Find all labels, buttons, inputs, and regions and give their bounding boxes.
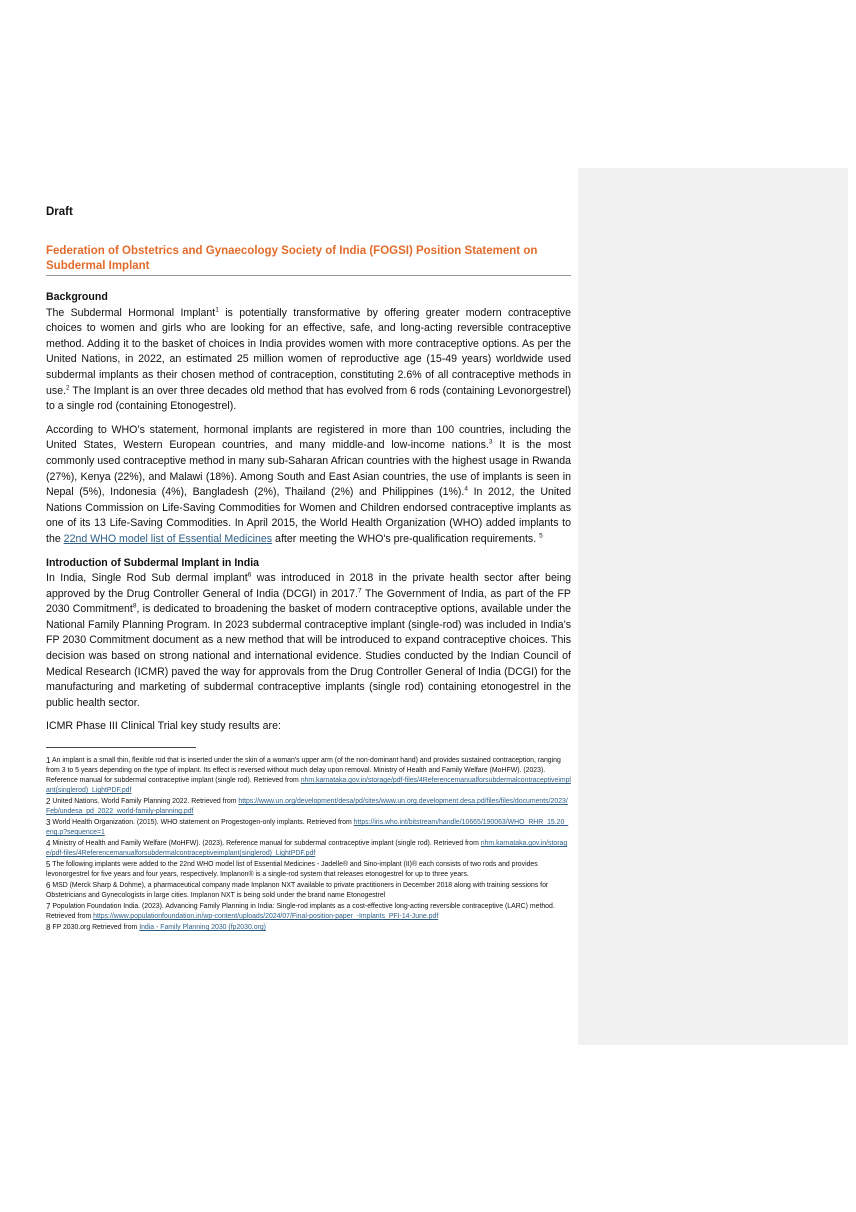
footnote-number: 4 [46, 839, 51, 848]
paragraph-who [46, 423, 571, 548]
comments-pane [578, 168, 848, 1045]
footnote-text: MSD (Merck Sharp & Dohme), a pharmaceutical company made Implanon NXT available to private practitioners in December 2018 along with training sessions for Obstetricians and Gynecologists in large cities. Implanon NXT is being sold under the brand name Etonogestrel [46, 882, 549, 899]
document-body [46, 290, 571, 743]
footnote-text: The following implants were added to the 22nd WHO model list of Essential Medicines - Jadelle® and Sino-implant (II)® each consists of two rods and provides levonorgestrel for five years and four years, respectively. Implanon® is a single-rod system that releases etonogestrel for up to three years. [46, 861, 538, 878]
text-run: The Subdermal Hormonal Implant [46, 306, 216, 319]
footnote-number: 8 [46, 923, 51, 932]
footnote-5 [46, 860, 571, 880]
footnote-text: World Health Organization. (2015). WHO statement on Progestogen-only implants. Retrieved from [50, 819, 354, 826]
footnote-number: 3 [46, 818, 51, 827]
who-essential-medicines-link[interactable]: 22nd WHO model list of Essential Medicines [63, 532, 273, 545]
footnote-number: 6 [46, 881, 51, 890]
footnote-number: 7 [46, 902, 51, 911]
footnote-ref-2[interactable]: 2 [66, 384, 70, 392]
footnote-ref-5[interactable]: 5 [539, 532, 543, 540]
footnote-separator [46, 747, 196, 748]
footnote-ref-4[interactable]: 4 [464, 485, 468, 493]
text-run: In India, Single Rod Sub dermal implant [46, 572, 248, 585]
footnote-text: Ministry of Health and Family Welfare (MoHFW). (2023). Reference manual for subdermal contraceptive implant (single rod). Retrieved from [50, 840, 481, 847]
footnote-link[interactable]: https://www.un.org/development/desa/pd/sites/www.un.org.development.desa.pd/files/files/documents/2023/Feb/undesa_pd_2022_world-family-planning.pdf [46, 798, 568, 815]
footnote-number: 5 [46, 860, 51, 869]
footnote-link[interactable]: nhm.karnataka.gov.in/storage/pdf-files/4Referencemanualforsubdermalcontraceptiveimplant(singlerod)_LightPDF.pdf [46, 777, 571, 794]
paragraph-background [46, 306, 571, 415]
footnote-ref-3[interactable]: 3 [488, 438, 493, 446]
footnote-number: 1 [46, 756, 51, 765]
text-run: was introduced in 2018 in the private health sector after being approved by the Drug Controller General of India (DCGI) in 2017. [46, 572, 571, 600]
text-run: , is dedicated to broadening the basket of modern contraceptive options, available under the National Family Planning Program. In 2023 subdermal contraceptive implant (single-rod) was included in India’s FP 2030 Commitment document as a new method that will be introduced to expand contraceptive choices. This decision was based on strong national and international evidence. Studies conducted by the Indian Council of Medical Research (ICMR) paved the way for approvals from the Drug Controller General of India (DCGI) for the manufacturing and marketing of subdermal contraceptive implants (single rod) containing etonogestrel in the public health sector. [46, 603, 571, 709]
paragraph-icmr: ICMR Phase III Clinical Trial key study results are: [46, 720, 281, 733]
footnote-1 [46, 756, 571, 796]
footnotes [46, 756, 571, 934]
text-run: is potentially transformative by offering greater modern contraceptive choices to women and girls who are looking for an effective, safe, and long-acting reversible contraceptive method. Adding it to the basket of choices in India provides women with more contraceptive options. As per the United Nations, in 2022, an estimated 25 million women of reproductive age (15-49 years) worldwide used subdermal implants as their chosen method of contraception, constituting 2.6% of all contraceptive methods in use. [46, 306, 571, 397]
footnote-7 [46, 902, 571, 922]
footnote-8 [46, 923, 571, 933]
text-run: after meeting the WHO's pre-qualification requirements. [272, 532, 540, 545]
paragraph-introduction [46, 571, 571, 711]
text-run: The Implant is an over three decades old method that has evolved from 6 rods (containing Levonorgestrel) to a single rod (containing Etonogestrel). [46, 384, 571, 413]
footnote-link[interactable]: https://iris.who.int/bitstream/handle/10665/190063/WHO_RHR_15.20_eng.p?sequence=1 [46, 819, 569, 836]
footnote-number: 2 [46, 797, 51, 806]
footnote-ref-6[interactable]: 6 [247, 571, 252, 579]
footnote-text: United Nations. World Family Planning 2022. Retrieved from [50, 798, 239, 805]
footnote-3 [46, 818, 571, 838]
text-run: According to WHO’s statement, hormonal implants are registered in more than 100 countries, including the United States, Western European countries, and many middle-and low-income nations. [46, 423, 571, 452]
footnote-2 [46, 797, 571, 817]
footnote-text: FP 2030.org Retrieved from [50, 924, 140, 931]
text-run: The Government of India, as part of the FP 2030 Commitment [46, 587, 572, 616]
footnote-ref-8[interactable]: 8 [132, 602, 137, 610]
text-run: In 2012, the United Nations Commission on Life-Saving Commodities for Women and Children endorsed contraceptive implants as one of its 13 Life-Saving Commodities. In April 2015, the World Health Organization (WHO) added implants to the [46, 486, 572, 545]
introduction-heading: Introduction of Subdermal Implant in India [46, 556, 260, 569]
footnote-text: Population Foundation India. (2023). Advancing Family Planning in India: Single-rod implants as a cost-effective long-acting reversible contraceptive (LARC) method. Retrieved from [46, 903, 555, 920]
footnote-link[interactable]: nhm.karnataka.gov.in/storage/pdf-files/4Referencemanualforsubdermalcontraceptiveimplant(singlerod)_LightPDF.pdf [46, 840, 568, 857]
footnote-link[interactable]: India - Family Planning 2030 (fp2030.org) [139, 924, 266, 931]
footnote-ref-1[interactable]: 1 [215, 306, 219, 314]
footnote-4 [46, 839, 571, 859]
draft-label: Draft [46, 206, 73, 218]
background-heading: Background [46, 291, 108, 303]
footnote-ref-7[interactable]: 7 [358, 587, 362, 595]
page-title: Federation of Obstetrics and Gynaecology Society of India (FOGSI) Position Statement on Subdermal Implant [46, 244, 571, 276]
footnote-text: An implant is a small thin, flexible rod that is inserted under the skin of a woman's upper arm (of the non-dominant hand) and provides sustained contraception, ranging from 3 to 5 years depending on the type of implant. Its effect is reversed without much delay upon removal. Ministry of Health and Family Welfare (MoHFW). (2023). Reference manual for subdermal contraceptive implant (single rod). Retrieved from [46, 757, 561, 784]
footnote-link[interactable]: https://www.populationfoundation.in/wp-content/uploads/2024/07/Final-position-paper_-Implants_PFI-14-June.pdf [93, 913, 439, 920]
footnote-6 [46, 881, 571, 901]
text-run: It is the most commonly used contraceptive method in many sub-Saharan African countries with the highest usage in Rwanda (27%), Kenya (22%), and Malawi (18%). Among South and East Asian countries, the use of implants is seen in Nepal (5%), Indonesia (4%), Bangladesh (2%), Thailand (2%) and Philippines (1%). [46, 439, 571, 499]
